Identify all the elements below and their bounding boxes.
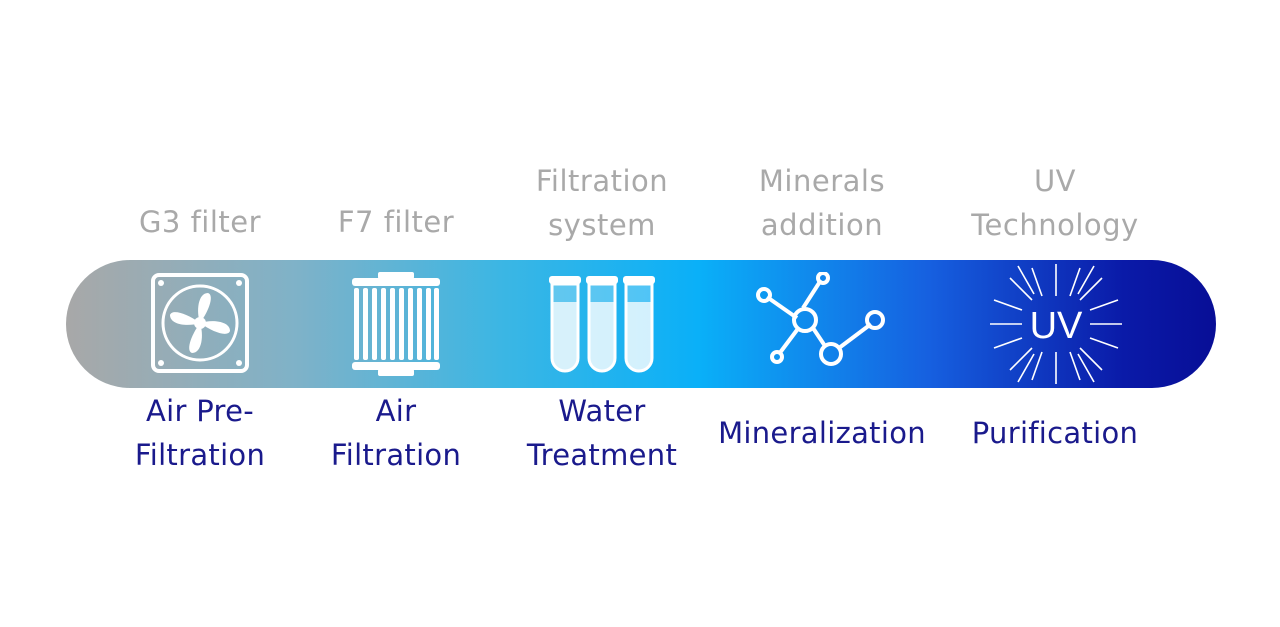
stage-5-top-label: UV Technology bbox=[971, 164, 1139, 242]
stage-2-top-label: F7 filter bbox=[337, 205, 455, 239]
stage-3-bottom-label: Water Treatment bbox=[526, 394, 678, 472]
air-filter-cartridge-icon bbox=[350, 272, 442, 376]
uv-icon-text: UV bbox=[1029, 305, 1083, 347]
stage-1-bottom-label: Air Pre- Filtration bbox=[134, 394, 266, 472]
stage-5-bottom-label: Purification bbox=[971, 416, 1139, 450]
molecule-icon bbox=[755, 272, 890, 374]
stage-2-bottom-label: Air Filtration bbox=[330, 394, 462, 472]
uv-light-icon bbox=[988, 262, 1124, 386]
fan-icon bbox=[150, 272, 250, 374]
stage-3-top-label: Filtration system bbox=[535, 164, 669, 242]
stage-4-bottom-label: Mineralization bbox=[718, 416, 926, 450]
stage-4-top-label: Minerals addition bbox=[758, 164, 886, 242]
stage-1-top-label: G3 filter bbox=[138, 205, 262, 239]
test-tubes-icon bbox=[548, 272, 658, 376]
